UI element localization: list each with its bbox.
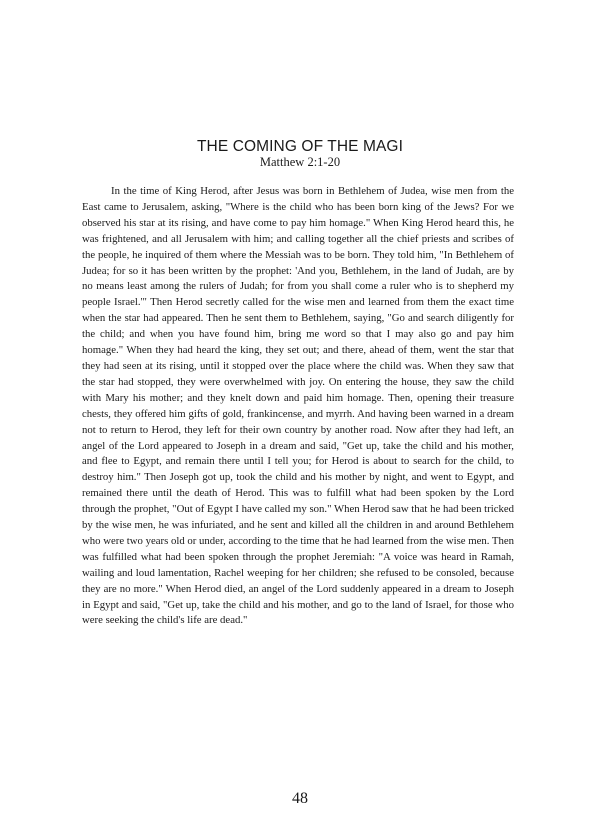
page-number: 48	[292, 790, 308, 807]
page-title: THE COMING OF THE MAGI	[196, 138, 403, 155]
scripture-reference: Matthew 2:1-20	[259, 155, 341, 169]
body-paragraph: In the time of King Herod, after Jesus was born in Bethlehem of Judea, wise men from the East came to Jerusalem, asking, "Where is the child who has been born king of the Jews? For we observed his star at its rising, and have come to pay him homage." When King Herod heard this, he was frightened, and all Jerusalem with him; and calling together all the chief priests and scribes of the people, he inquired of them where the Messiah was to be born. They told him, "In Bethlehem of Judea; for so it has been written by the prophet: 'And you, Bethlehem, in the land of Judah, are by no means least among the rulers of Judah; for from you shall come a ruler who is to shepherd my people Israel.'" Then Herod secretly called for the wise men and learned from them the exact time when the star had appeared. Then he sent them to Bethlehem, saying, "Go and search diligently for the child; and when you have found him, bring me word so that I may also go and pay him homage." When they had heard the king, they set out; and there, ahead of them, went the star that they had seen at its rising, until it stopped over the place where the child was. When they saw that the star had stopped, they were overwhelmed with joy. On entering the house, they saw the child with Mary his mother; and they knelt down and paid him homage. Then, opening their treasure chests, they offered him gifts of gold, frankincense, and myrrh. And having been warned in a dream not to return to Herod, they left for their own country by another road. Now after they had left, an angel of the Lord appeared to Joseph in a dream and said, "Get up, take the child and his mother, and flee to Egypt, and remain there until I tell you; for Herod is about to search for the child, to destroy him." Then Joseph got up, took the child and his mother by night, and went to Egypt, and remained there until the death of Herod. This was to fulfill what had been spoken by the Lord through the prophet, "Out of Egypt I have called my son." When Herod saw that he had been tricked by the wise men, he was infuriated, and he sent and killed all the children in and around Bethlehem who were two years old or under, according to the time that he had learned from the wise men. Then was fulfilled what had been spoken through the prophet Jeremiah: "A voice was heard in Ramah, wailing and loud lamentation, Rachel weeping for her children; she refused to be consoled, because they are no more." When Herod died, an angel of the Lord suddenly appeared in a dream to Joseph in Egypt and said, "Get up, take the child and his mother, and go to the land of Israel, for those who were seeking the child's life are dead."	[82, 185, 514, 627]
